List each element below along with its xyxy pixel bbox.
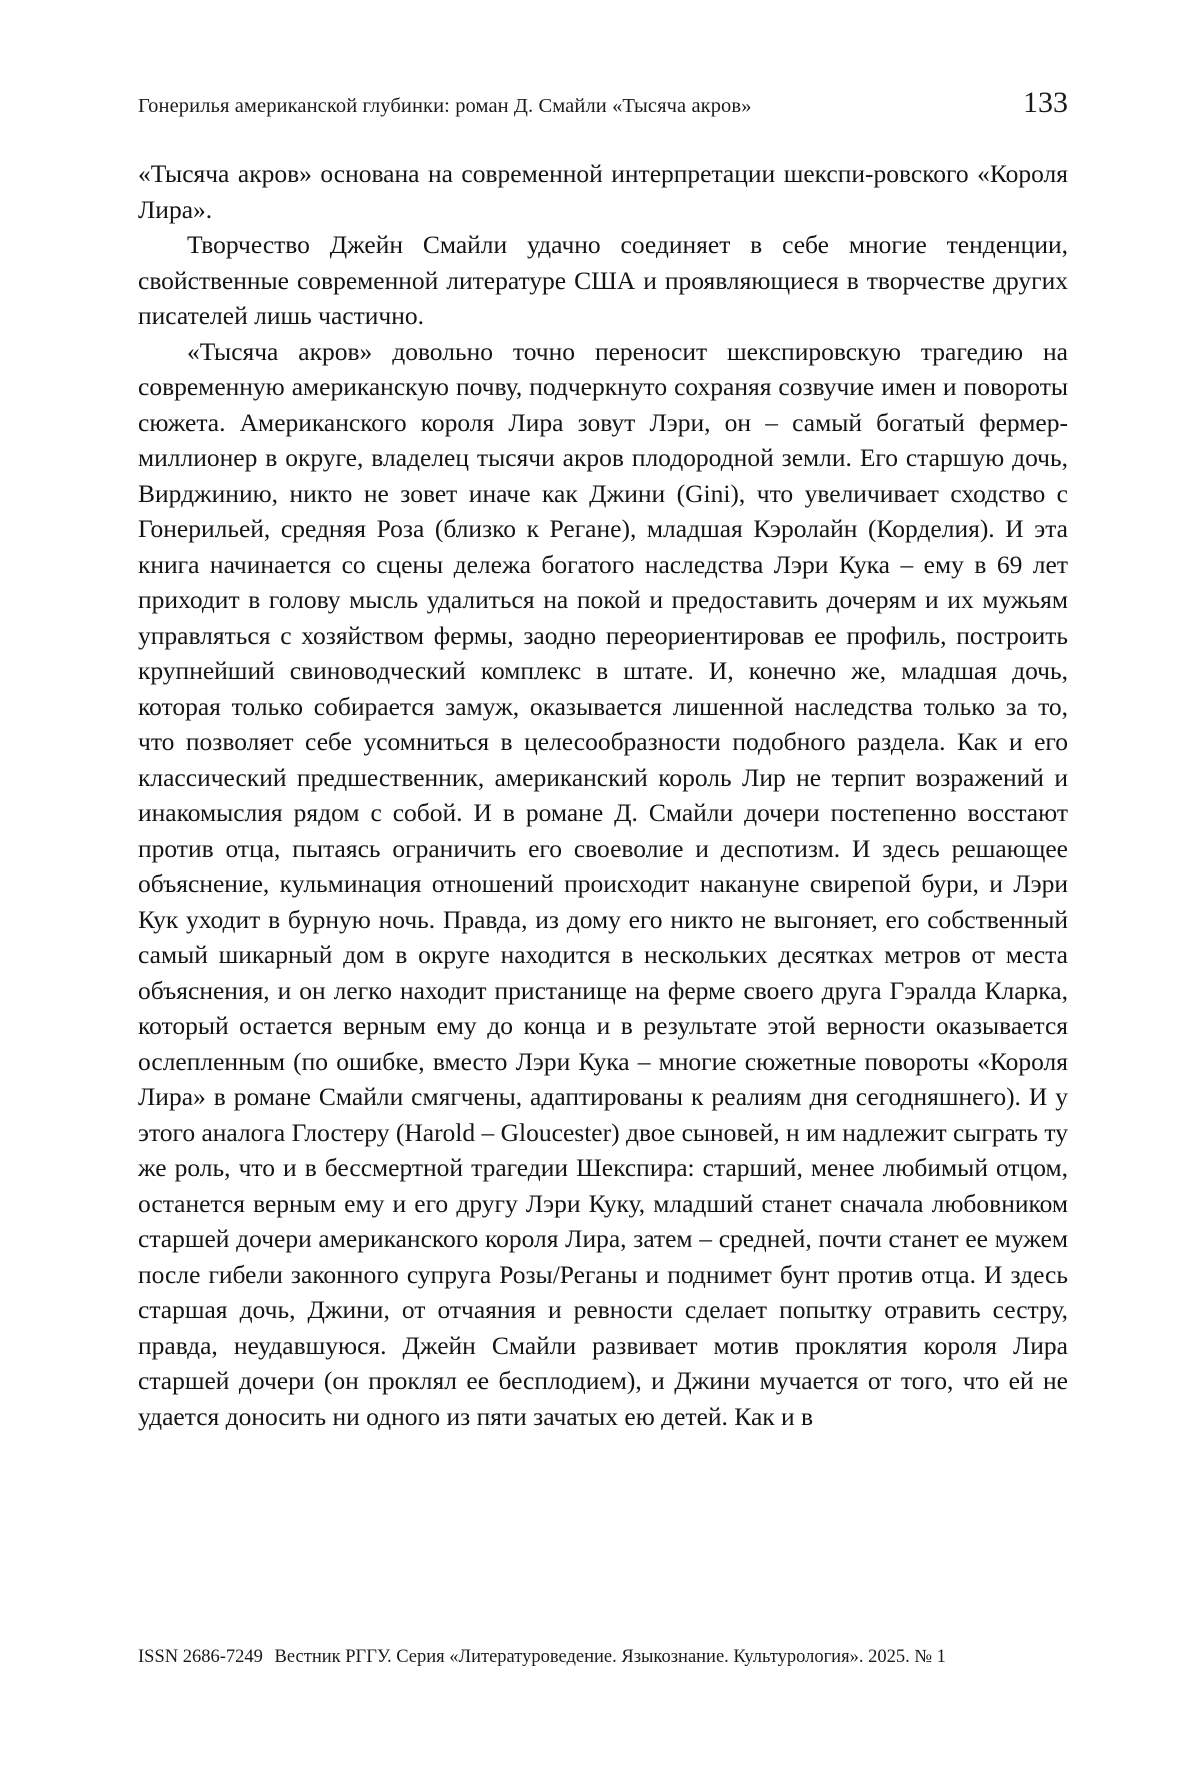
paragraph-1: «Тысяча акров» основана на современной интерпретации шекспи-ровского «Короля Лира».: [138, 159, 1068, 224]
paragraph-2: Творчество Джейн Смайли удачно соединяет в себе многие тенденции, свойственные современной литературе США и проявляющиеся в творчестве других писателей лишь частично.: [138, 230, 1068, 330]
page-content: [138, 86, 1068, 1434]
footer-issn: ISSN 2686-7249: [138, 1647, 263, 1667]
running-head-title: Гонерилья американской глубинки: роман Д. Смайли «Тысяча акров»: [138, 95, 752, 117]
paragraph-3: «Тысяча акров» довольно точно переносит шекспировскую трагедию на современную американскую почву, подчеркнуто сохраняя созвучие имен и повороты сюжета. Американского короля Лира зовут Лэри, он – самый богатый фермер-миллионер в округе, владелец тысячи акров плодородной земли. Его старшую дочь, Вирджинию, никто не зовет иначе как Джини (Gini), что увеличивает сходство с Гонерильей, средняя Роза (близко к Регане), младшая Кэролайн (Корделия). И эта книга начинается со сцены дележа богатого наследства Лэри Кука – ему в 69 лет приходит в голову мысль удалиться на покой и предоставить дочерям и их мужьям управляться с хозяйством фермы, заодно переориентировав ее профиль, построить крупнейший свиноводческий комплекс в штате. И, конечно же, младшая дочь, которая только собирается замуж, оказывается лишенной наследства только за то, что позволяет себе усомниться в целесообразности подобного раздела. Как и его классический предшественник, американский король Лир не терпит возражений и инакомыслия рядом с собой. И в романе Д. Смайли дочери постепенно восстают против отца, пытаясь ограничить его своеволие и деспотизм. И здесь решающее объяснение, кульминация отношений происходит накануне свирепой бури, и Лэри Кук уходит в бурную ночь. Правда, из дому его никто не выгоняет, его собственный самый шикарный дом в округе находится в нескольких десятках метров от места объяснения, и он легко находит пристанище на ферме своего друга Гэралда Кларка, который остается верным ему до конца и в результате этой верности оказывается ослепленным (по ошибке, вместо Лэри Кука – многие сюжетные повороты «Короля Лира» в романе Смайли смягчены, адаптированы к реалиям дня сегодняшнего). И у этого аналога Глостеру (Harold – Gloucester) двое сыновей, н им надлежит сыграть ту же роль, что и в бессмертной трагедии Шекспира: старший, менее любимый отцом, останется верным ему и его другу Лэри Куку, младший станет сначала любовником старшей дочери американского короля Лира, затем – средней, почти станет ее мужем после гибели законного супруга Розы/Реганы и поднимет бунт против отца. И здесь старшая дочь, Джини, от отчаяния и ревности сделает попытку отравить сестру, правда, неудавшуюся. Джейн Смайли развивает мотив проклятия короля Лира старшей дочери (он проклял ее бесплодием), и Джини мучается от того, что ей не удается доносить ни одного из пяти зачатых ею детей. Как и в: [138, 336, 1068, 1431]
page-number: 133: [1023, 86, 1068, 119]
running-head: [138, 86, 1068, 120]
page-footer: [138, 1645, 1068, 1669]
body-text: [138, 156, 1068, 1434]
footer-journal: Вестник РГГУ. Серия «Литературоведение. Языкознание. Культурология». 2025. № 1: [274, 1647, 946, 1667]
